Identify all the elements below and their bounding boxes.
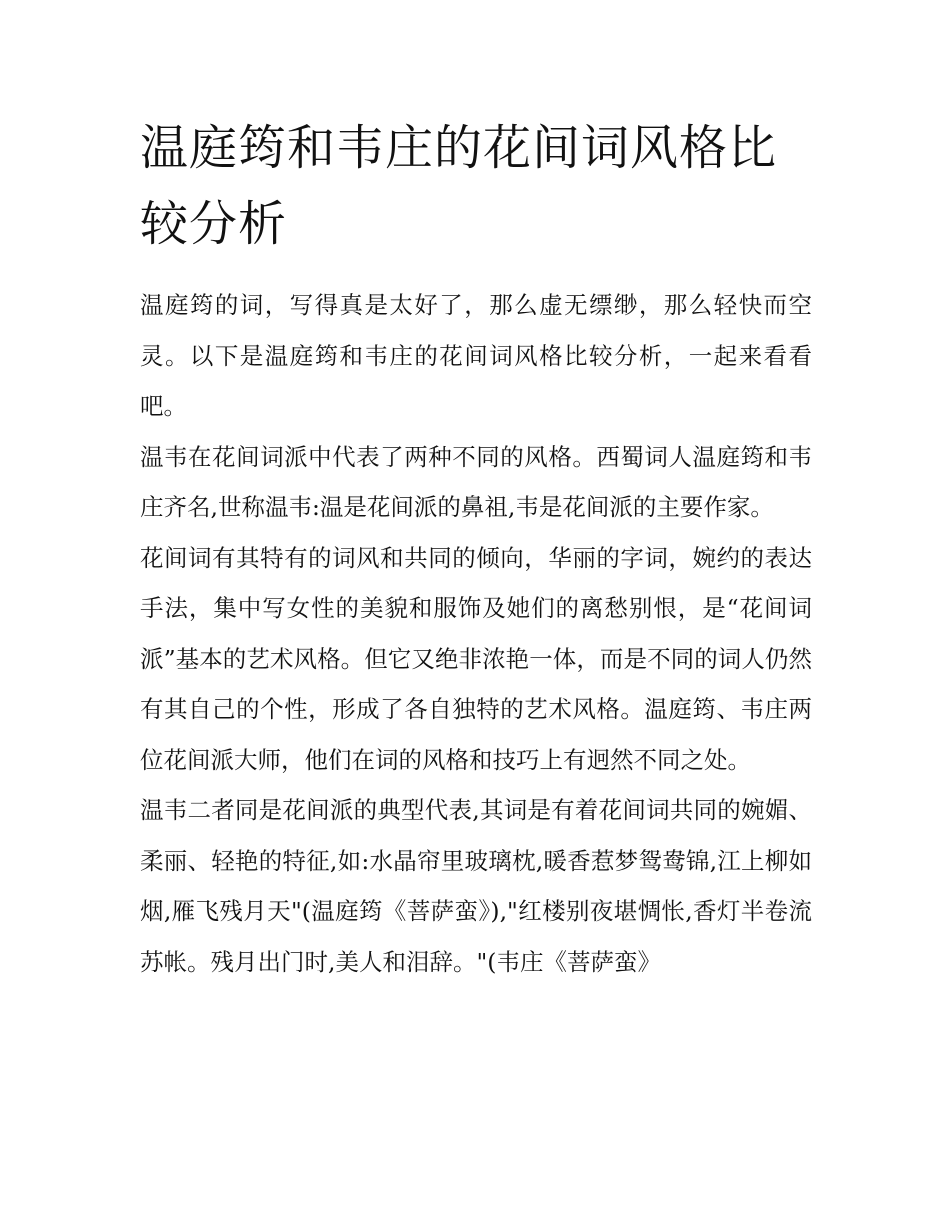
document-page (140, 110, 812, 987)
paragraph-two-styles: 温韦在花间词派中代表了两种不同的风格。西蜀词人温庭筠和韦庄齐名,世称温韦:温是花间派的鼻祖,韦是花间派的主要作家。 (140, 442, 812, 521)
paragraph-intro: 温庭筠的词，写得真是太好了，那么虚无缥缈，那么轻快而空灵。以下是温庭筠和韦庄的花间词风格比较分析，一起来看看吧。 (140, 291, 812, 420)
paragraph-huajian-style: 花间词有其特有的词风和共同的倾向，华丽的字词，婉约的表达手法，集中写女性的美貌和服饰及她们的离愁别恨，是“花间词派”基本的艺术风格。但它又绝非浓艳一体，而是不同的词人仍然有其自己的个性，形成了各自独特的艺术风格。温庭筠、韦庄两位花间派大师，他们在词的风格和技巧上有迥然不同之处。 (140, 543, 812, 774)
page-title: 温庭筠和韦庄的花间词风格比较分析 (140, 120, 778, 252)
paragraph-common-traits: 温韦二者同是花间派的典型代表,其词是有着花间词共同的婉媚、柔丽、轻艳的特征,如:水晶帘里玻璃枕,暖香惹梦鸳鸯锦,江上柳如烟,雁飞残月天"(温庭筠《菩萨蛮》),"红楼别夜堪惆怅,香灯半卷流苏帐。残月出门时,美人和泪辞。"(韦庄《菩萨蛮》 (140, 796, 812, 976)
